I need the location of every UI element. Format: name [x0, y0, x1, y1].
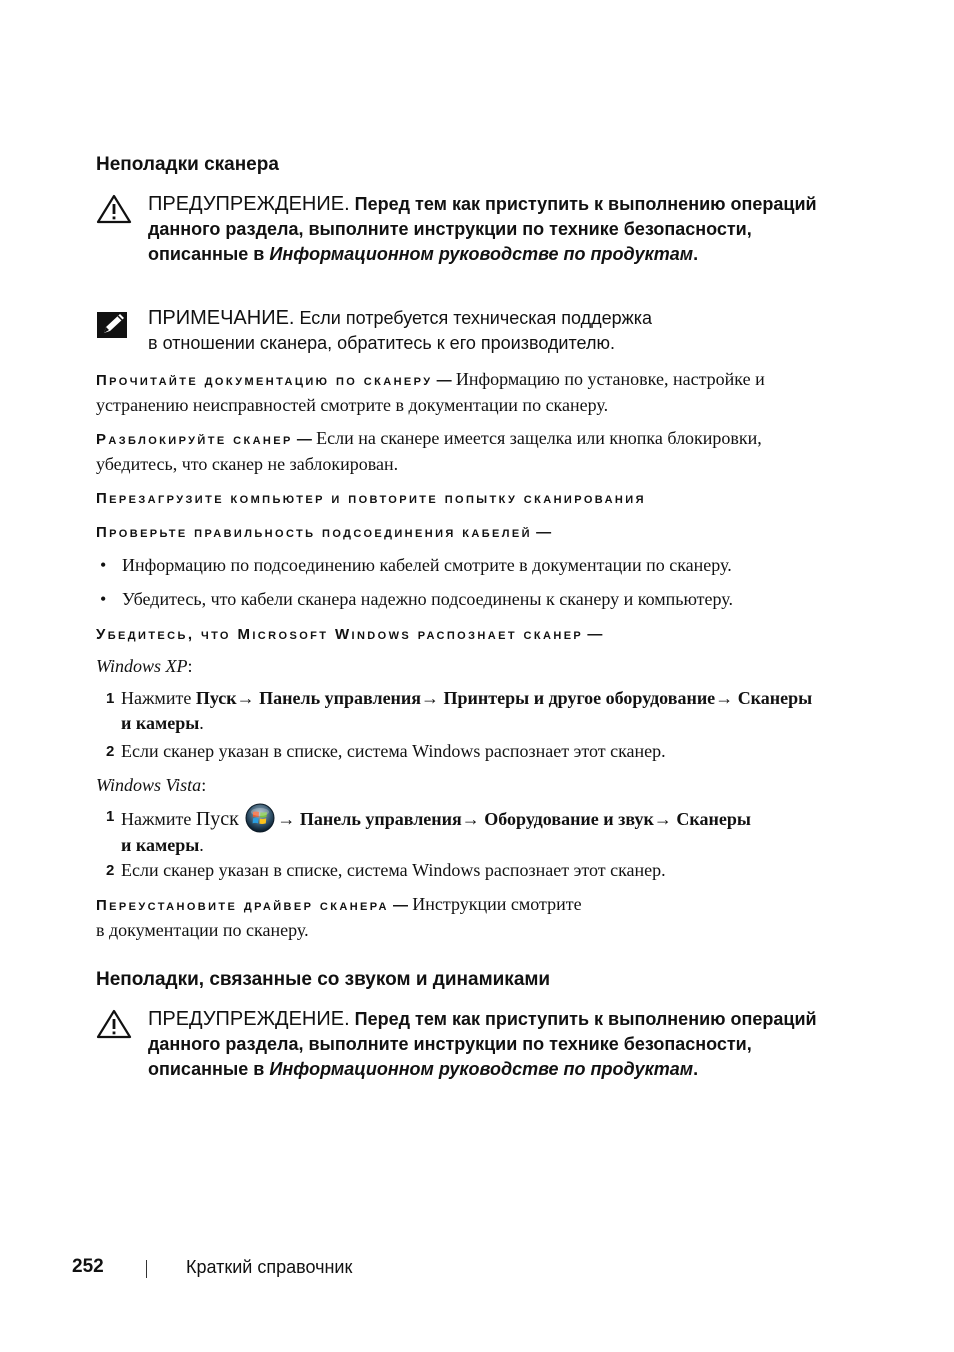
tip-restart — [96, 485, 836, 511]
step-text: Если сканер указан в списке, система Windows распознает этот сканер. — [121, 860, 666, 880]
warning-text-part: Перед тем как приступить к выполнению операций данного раздела, выполните инструкции по технике безопасности, описанные в — [148, 1009, 817, 1079]
page-number: 252 — [72, 1256, 104, 1277]
note-line-2: в отношении сканера, обратитесь к его производителю. — [148, 333, 615, 353]
list-item — [100, 587, 820, 612]
dash: — — [432, 372, 456, 389]
menu-start: Пуск — [195, 808, 239, 830]
dash: — — [531, 524, 552, 541]
step-number: 1 — [106, 808, 115, 825]
tip-read-docs — [96, 367, 836, 418]
arrow-icon: → — [277, 809, 296, 829]
bullet-marker: • — [100, 555, 107, 575]
tip-heading: Убедитесь, что Microsoft Windows распознает сканер — [96, 626, 584, 643]
warning-label: ПРЕДУПРЕЖДЕНИЕ. — [148, 1008, 350, 1030]
bullet-marker: • — [100, 589, 107, 609]
step-number: 2 — [106, 743, 115, 760]
colon: : — [187, 656, 193, 676]
os-label-xp — [96, 656, 193, 677]
list-item — [100, 553, 820, 578]
tip-text-line-2: в документации по сканеру. — [96, 920, 309, 940]
dash: — — [292, 431, 317, 448]
period: . — [199, 835, 204, 855]
tip-text: Инструкции смотрите — [412, 894, 582, 914]
os-name: Windows Vista — [96, 775, 202, 795]
step-prefix: Нажмите — [121, 809, 196, 829]
tip-heading: Перезагрузите компьютер и повторите попытку сканирования — [96, 490, 646, 507]
menu-scanners-cameras-cont: и камеры — [121, 835, 200, 855]
section-heading-scanner: Неполадки сканера — [96, 154, 279, 175]
note-pencil-icon — [96, 310, 132, 340]
tip-text: Информацию по установке, настройке и устранению неисправностей смотрите в документации по сканеру. — [96, 369, 765, 415]
step-vista-2 — [106, 858, 826, 883]
warning-doc-reference: Информационном руководстве по продуктам — [269, 244, 694, 264]
menu-control-panel: Панель управления — [259, 688, 422, 708]
warning-triangle-icon — [96, 1009, 132, 1039]
section-heading-sound: Неполадки, связанные со звуком и динамиками — [96, 969, 551, 990]
warning-text-part: Перед тем как приступить к выполнению операций данного раздела, выполните инструкции по технике безопасности, описанные в — [148, 194, 817, 264]
arrow-icon: → — [461, 809, 480, 829]
warning-triangle-icon — [96, 194, 132, 224]
step-prefix: Нажмите — [121, 688, 196, 708]
menu-scanners-cameras: Сканеры и камеры — [121, 688, 813, 733]
tip-heading: Переустановите драйвер сканера — [96, 897, 389, 914]
step-number: 2 — [106, 862, 115, 879]
step-number: 1 — [106, 690, 115, 707]
tip-heading: Проверьте правильность подсоединения кабелей — [96, 524, 532, 541]
arrow-icon: → — [236, 688, 255, 708]
tip-unlock-scanner — [96, 426, 836, 477]
step-text — [121, 803, 826, 858]
page-footer — [72, 1256, 772, 1284]
menu-printers-hardware: Принтеры и другое оборудование — [443, 688, 716, 708]
warning-label: ПРЕДУПРЕЖДЕНИЕ. — [148, 193, 350, 215]
os-label-vista — [96, 775, 206, 796]
footer-title: Краткий справочник — [186, 1257, 353, 1277]
colon: : — [201, 775, 207, 795]
list-item-text: Информацию по подсоединению кабелей смотрите в документации по сканеру. — [122, 555, 732, 575]
arrow-icon: → — [715, 688, 734, 708]
arrow-icon: → — [421, 688, 440, 708]
step-text — [121, 686, 826, 736]
dash: — — [583, 626, 603, 643]
warning-doc-reference: Информационном руководстве по продуктам — [269, 1059, 694, 1079]
warning-text — [148, 192, 828, 267]
tip-text: Если на сканере имеется защелка или кнопка блокировки, убедитесь, что сканер не заблокирован. — [96, 428, 762, 474]
tip-reinstall-driver — [96, 892, 836, 943]
step-xp-1 — [106, 686, 826, 736]
footer-divider — [146, 1260, 147, 1278]
os-name: Windows XP — [96, 656, 188, 676]
step-vista-1 — [106, 803, 826, 853]
menu-scanners-cameras: Сканеры — [676, 809, 751, 829]
menu-control-panel: Панель управления — [299, 809, 462, 829]
windows-start-orb-icon — [245, 803, 275, 833]
tip-windows-recognizes — [96, 621, 836, 647]
dash: — — [388, 897, 413, 914]
step-text: Если сканер указан в списке, система Windows распознает этот сканер. — [121, 741, 666, 761]
tip-heading: Прочитайте документацию по сканеру — [96, 372, 433, 389]
arrow-icon: → — [653, 809, 672, 829]
warning-text-end: . — [693, 244, 699, 264]
period: . — [199, 713, 204, 733]
warning-text — [148, 1007, 828, 1082]
step-xp-2 — [106, 739, 826, 764]
note-text — [148, 306, 828, 356]
menu-start: Пуск — [195, 688, 237, 708]
menu-hardware-sound: Оборудование и звук — [484, 809, 654, 829]
list-item-text: Убедитесь, что кабели сканера надежно подсоединены к сканеру и компьютеру. — [122, 589, 733, 609]
tip-heading: Разблокируйте сканер — [96, 431, 293, 448]
warning-text-end: . — [693, 1059, 699, 1079]
tip-check-cables — [96, 519, 836, 545]
note-line-1: Если потребуется техническая поддержка — [294, 308, 652, 328]
note-label: ПРИМЕЧАНИЕ. — [148, 307, 295, 329]
